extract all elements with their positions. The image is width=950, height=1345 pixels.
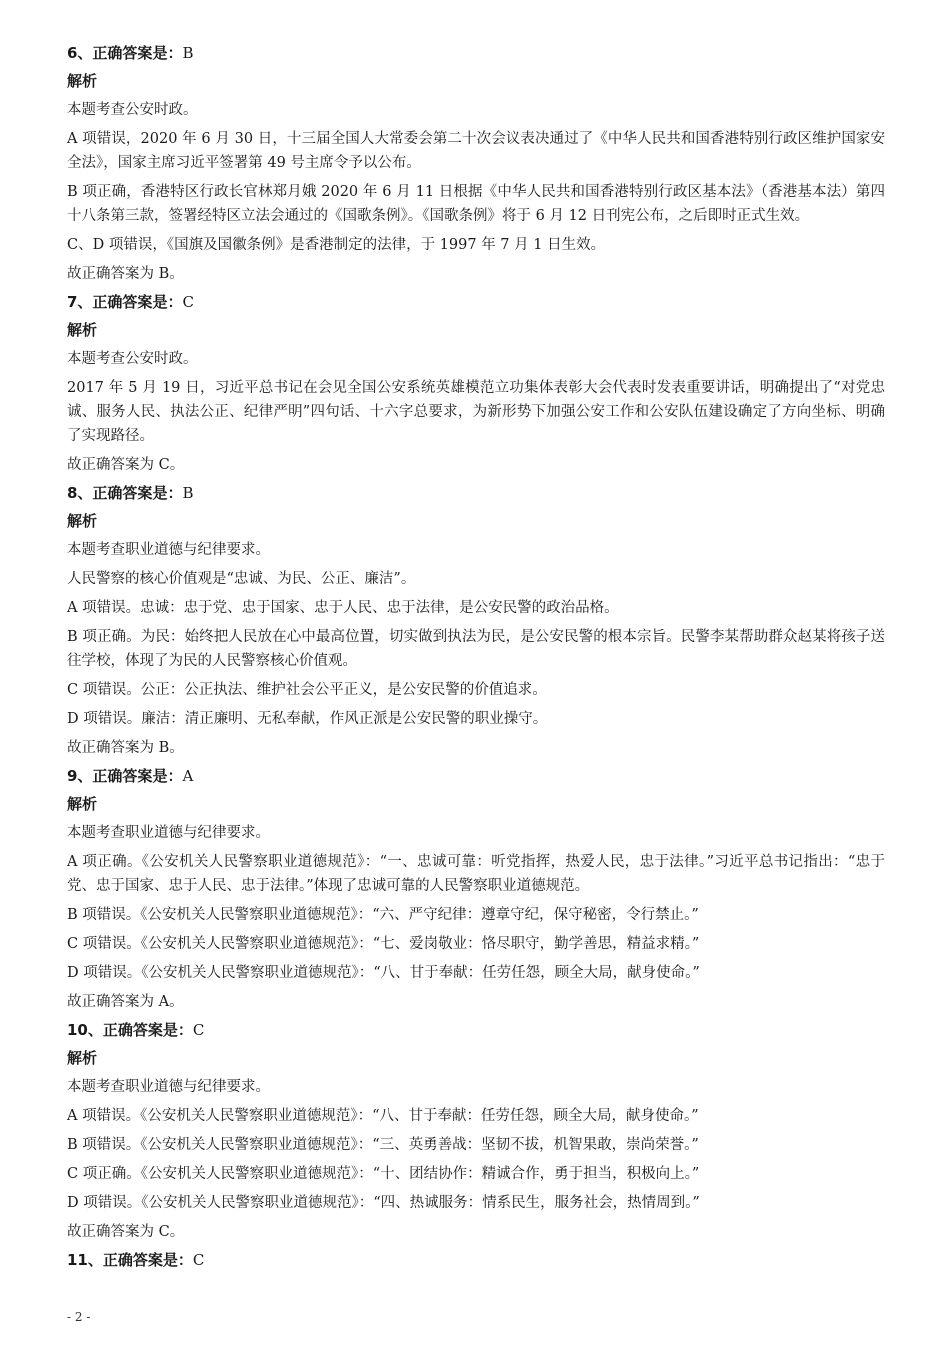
paragraph: 故正确答案为 B。 (67, 740, 184, 756)
question-title: 9、正确答案是：A (67, 767, 194, 785)
answer-letter: A (182, 767, 194, 785)
question-6 (67, 42, 885, 286)
paragraph: 人民警察的核心价值观是“忠诚、为民、公正、廉洁”。 (67, 571, 416, 587)
question-title: 11、正确答案是：C (67, 1251, 205, 1269)
analysis-label: 解析 (67, 512, 98, 530)
question-title: 8、正确答案是：B (67, 484, 194, 502)
answer-letter: C (192, 1021, 205, 1039)
paragraph: A 项错误。《公安机关人民警察职业道德规范》：“八、甘于奉献：任劳任怨，顾全大局，献身使命。” (67, 1108, 699, 1124)
paragraph: D 项错误。《公安机关人民警察职业道德规范》：“四、热诚服务：情系民生，服务社会，热情周到。” (67, 1195, 700, 1211)
paragraph: A 项错误，2020 年 6 月 30 日，十三届全国人大常委会第二十次会议表决通过了《中华人民共和国香港特别行政区维护国家安全法》，国家主席习近平签署第 49 号主席令予以公布。 (67, 131, 885, 171)
paragraph: 本题考查职业道德与纪律要求。 (67, 825, 270, 841)
analysis-label: 解析 (67, 1049, 98, 1067)
paragraph: C 项正确。《公安机关人民警察职业道德规范》：“十、团结协作：精诚合作，勇于担当，积极向上。” (67, 1166, 700, 1182)
question-10 (67, 1019, 885, 1244)
answer-letter: B (182, 484, 194, 502)
analysis-label: 解析 (67, 72, 98, 90)
paragraph: B 项错误。《公安机关人民警察职业道德规范》：“三、英勇善战：坚韧不拔，机智果敢，崇尚荣誉。” (67, 1137, 699, 1153)
paragraph: 本题考查公安时政。 (67, 351, 198, 367)
paragraph: 故正确答案为 C。 (67, 457, 185, 473)
paragraph: 2017 年 5 月 19 日，习近平总书记在会见全国公安系统英雄模范立功集体表彰大会代表时发表重要讲话，明确提出了“对党忠诚、服务人民、执法公正、纪律严明”四句话、十六字总要求，为新形势下加强公安工作和公安队伍建设确定了方向坐标、明确了实现路径。 (67, 380, 885, 444)
paragraph: D 项错误。廉洁：清正廉明、无私奉献，作风正派是公安民警的职业操守。 (67, 711, 548, 727)
paragraph: A 项正确。《公安机关人民警察职业道德规范》：“一、忠诚可靠：听党指挥，热爱人民，忠于法律。”习近平总书记指出：“忠于党、忠于国家、忠于人民、忠于法律。”体现了忠诚可靠的人民警察职业道德规范。 (67, 854, 885, 894)
paragraph: C 项错误。《公安机关人民警察职业道德规范》：“七、爱岗敬业：恪尽职守，勤学善思，精益求精。” (67, 936, 700, 952)
question-title: 6、正确答案是：B (67, 44, 194, 62)
answer-letter: C (192, 1251, 205, 1269)
question-title: 7、正确答案是：C (67, 293, 194, 311)
question-7 (67, 291, 885, 477)
question-8 (67, 482, 885, 760)
answer-letter: C (182, 293, 194, 311)
paragraph: 本题考查职业道德与纪律要求。 (67, 542, 270, 558)
paragraph: C 项错误。公正：公正执法、维护社会公平正义，是公安民警的价值追求。 (67, 682, 547, 698)
paragraph: 故正确答案为 C。 (67, 1224, 185, 1240)
analysis-label: 解析 (67, 795, 98, 813)
paragraph: B 项正确，香港特区行政长官林郑月娥 2020 年 6 月 11 日根据《中华人民共和国香港特别行政区基本法》（香港基本法）第四十八条第三款，签署经特区立法会通过的《国歌条例》。《国歌条例》将于 6 月 12 日刊宪公布，之后即时正式生效。 (67, 184, 885, 224)
paragraph: 本题考查公安时政。 (67, 102, 198, 118)
paragraph: 故正确答案为 B。 (67, 266, 184, 282)
document-page (67, 42, 885, 1277)
paragraph: 故正确答案为 A。 (67, 994, 184, 1010)
paragraph: B 项错误。《公安机关人民警察职业道德规范》：“六、严守纪律：遵章守纪，保守秘密，令行禁止。” (67, 907, 699, 923)
analysis-label: 解析 (67, 321, 98, 339)
answer-letter: B (182, 44, 194, 62)
paragraph: A 项错误。忠诚：忠于党、忠于国家、忠于人民、忠于法律，是公安民警的政治品格。 (67, 600, 619, 616)
question-title: 10、正确答案是：C (67, 1021, 205, 1039)
page-number: - 2 - (67, 1310, 91, 1324)
paragraph: C、D 项错误，《国旗及国徽条例》是香港制定的法律，于 1997 年 7 月 1 日生效。 (67, 237, 606, 253)
question-9 (67, 765, 885, 1014)
paragraph: 本题考查职业道德与纪律要求。 (67, 1079, 270, 1095)
question-11 (67, 1249, 885, 1271)
paragraph: D 项错误。《公安机关人民警察职业道德规范》：“八、甘于奉献：任劳任怨，顾全大局，献身使命。” (67, 965, 700, 981)
paragraph: B 项正确。为民：始终把人民放在心中最高位置，切实做到执法为民，是公安民警的根本宗旨。民警李某帮助群众赵某将孩子送往学校，体现了为民的人民警察核心价值观。 (67, 629, 885, 669)
